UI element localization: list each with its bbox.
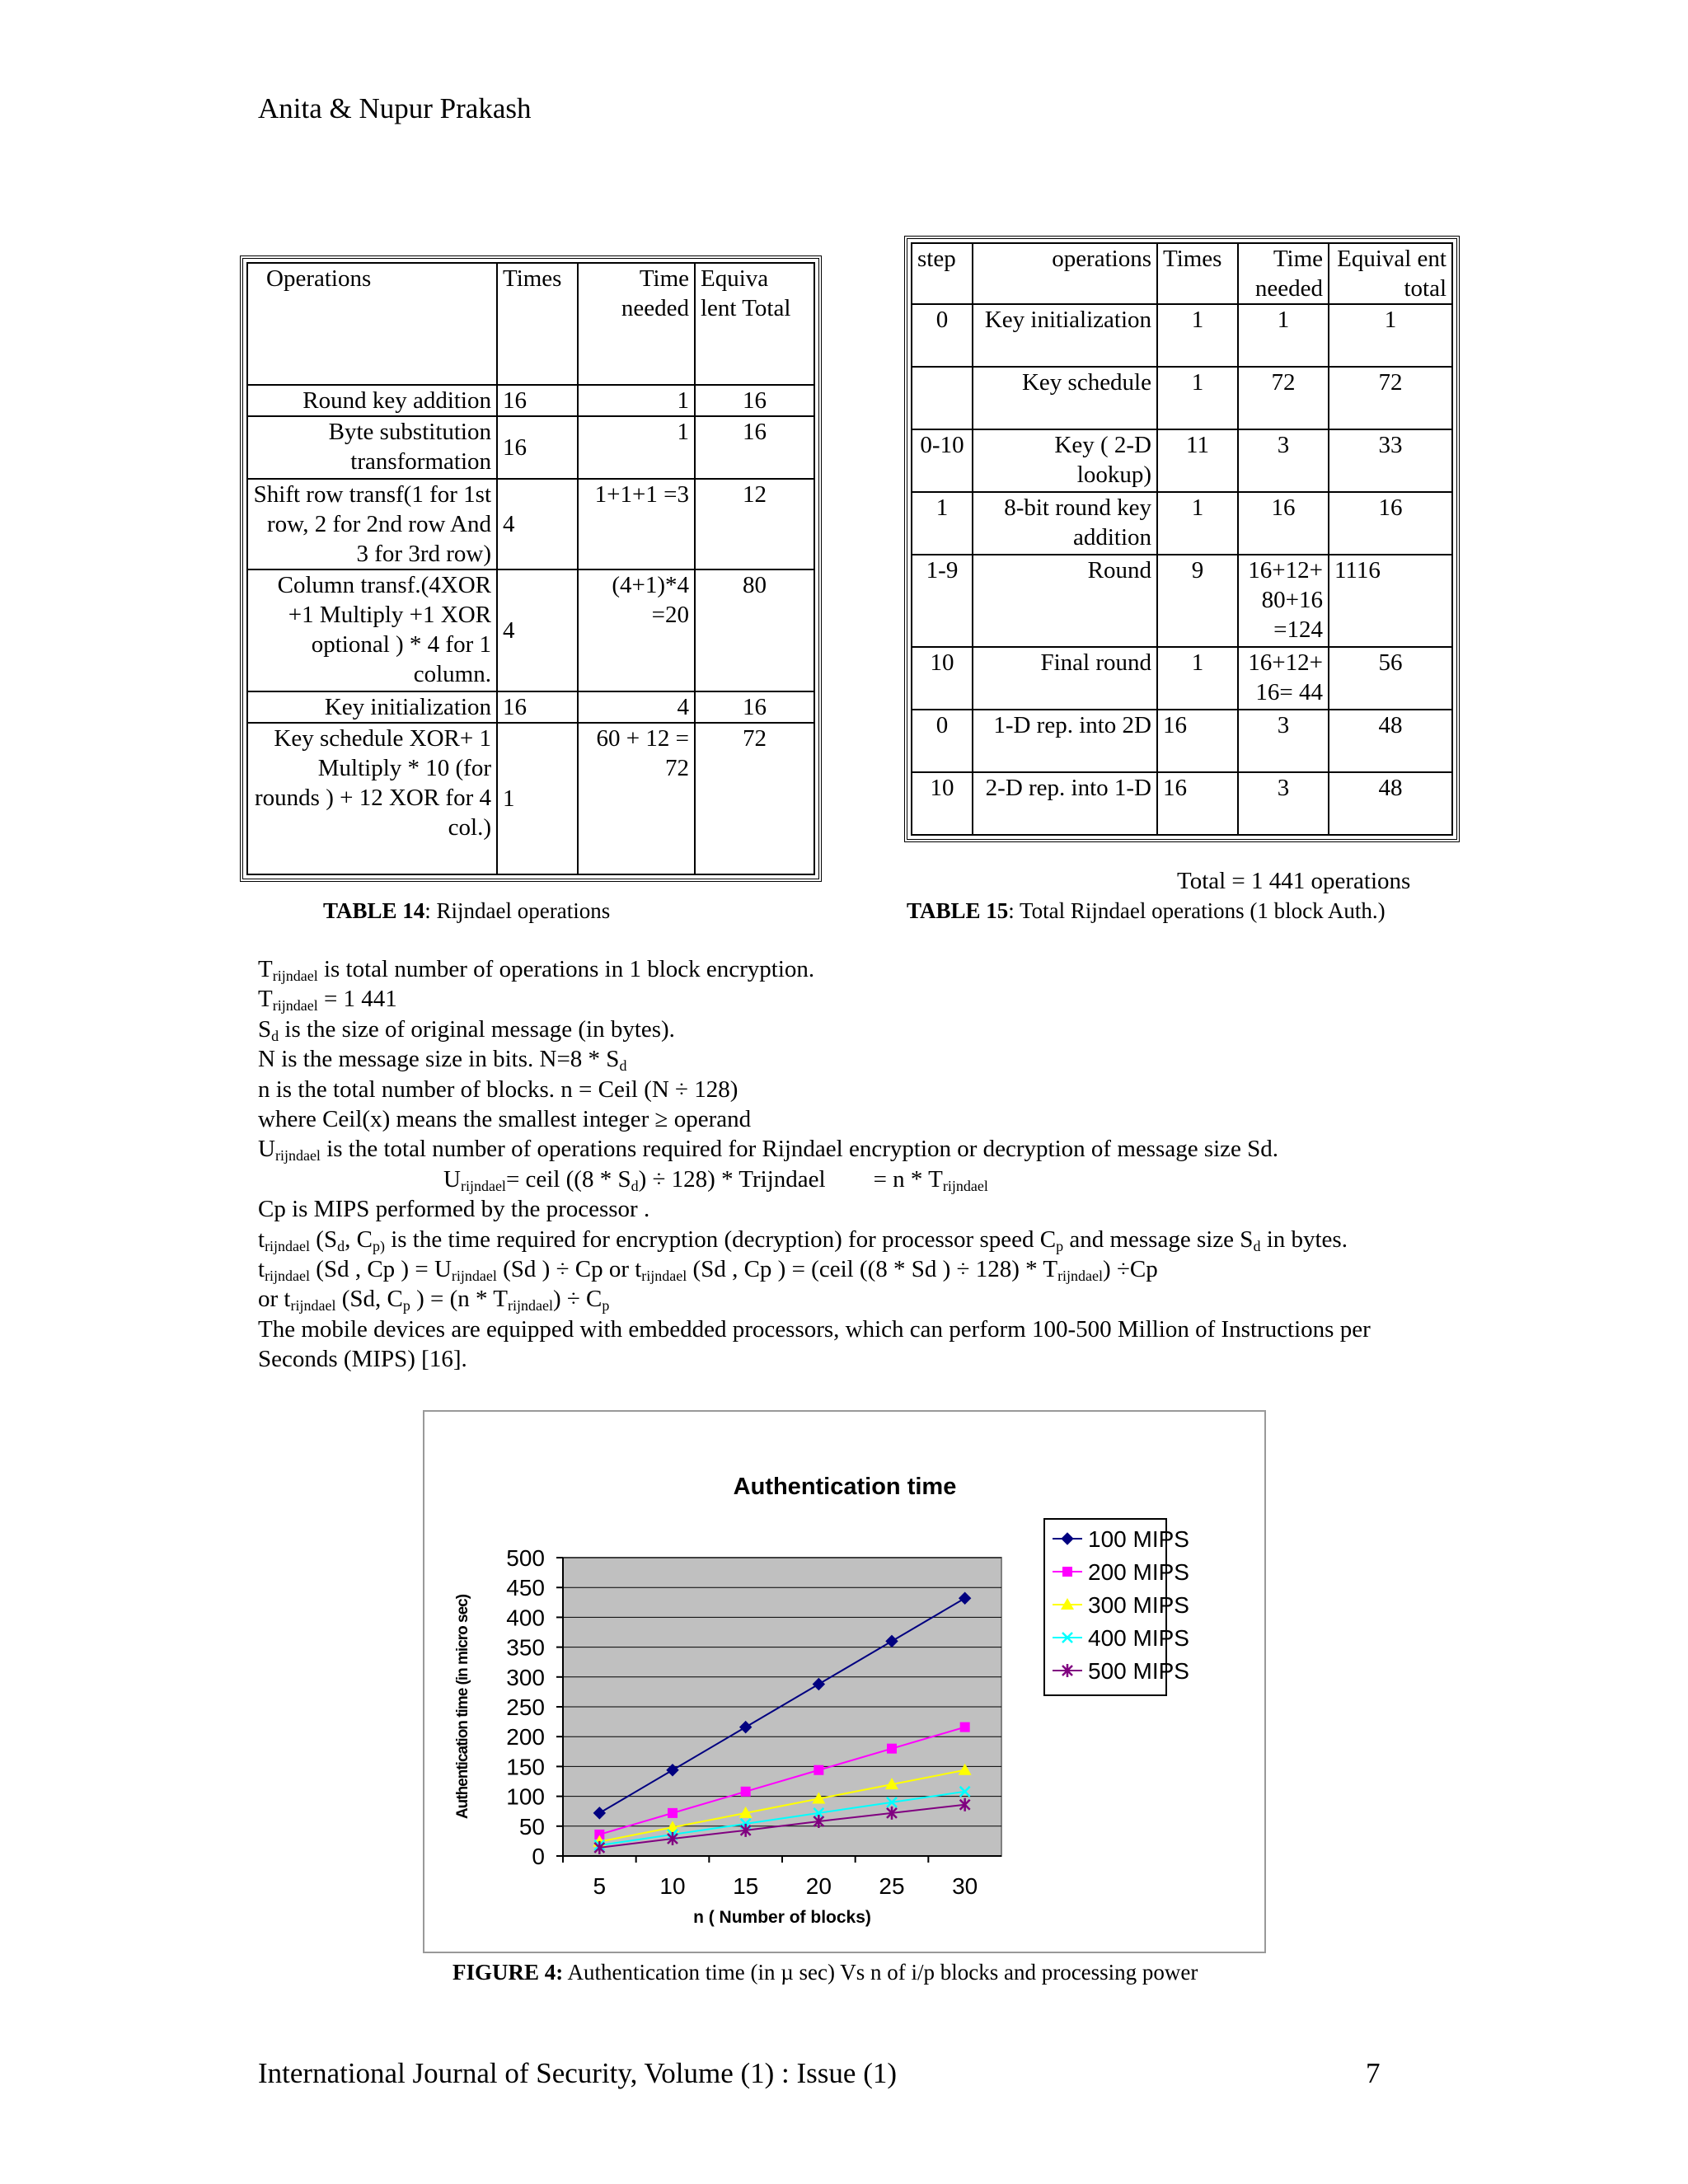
y-axis-label: Authentication time (in micro sec) bbox=[454, 1594, 471, 1820]
table-cell: Key initialization bbox=[973, 304, 1157, 367]
y-tick-label: 0 bbox=[532, 1844, 545, 1869]
table-15 bbox=[904, 236, 1460, 842]
table-cell: 1 bbox=[1157, 367, 1238, 429]
table-cell: Byte substitution transformation bbox=[247, 416, 497, 479]
col-header: Equival ent total bbox=[1329, 243, 1452, 304]
table-cell: 16+12+ 80+16 =124 bbox=[1238, 555, 1329, 647]
table-cell: 56 bbox=[1329, 647, 1452, 710]
formula-line: or $t_{rijndael}$ (Sd, $C_p$ ) = $(n * T_{rijndael}) \div C_p$ bbox=[258, 1286, 610, 1315]
table-cell: 48 bbox=[1329, 772, 1452, 835]
x-tick-label: 30 bbox=[952, 1873, 978, 1899]
table-cell: 1 bbox=[912, 492, 973, 555]
table-cell: 3 bbox=[1238, 429, 1329, 492]
x-tick-label: 20 bbox=[805, 1873, 832, 1899]
table-cell: 4 bbox=[578, 691, 695, 723]
table-cell: 72 bbox=[1238, 367, 1329, 429]
table-cell: Shift row transf(1 for 1st row, 2 for 2nd row And 3 for 3rd row) bbox=[247, 479, 497, 569]
table-header-row bbox=[247, 263, 814, 385]
table-cell: 16 bbox=[1157, 772, 1238, 835]
col-header: operations bbox=[973, 243, 1157, 304]
table-cell: 11 bbox=[1157, 429, 1238, 492]
legend-marker bbox=[1062, 1567, 1072, 1577]
figure-caption bbox=[452, 1960, 1198, 1985]
col-header: step bbox=[912, 243, 973, 304]
table-cell: 1 bbox=[1157, 304, 1238, 367]
table-row bbox=[912, 492, 1452, 555]
table-cell: 16 bbox=[497, 691, 578, 723]
table-row bbox=[912, 555, 1452, 647]
table-row bbox=[247, 691, 814, 723]
caption-label: FIGURE 4: bbox=[452, 1960, 564, 1985]
table-cell: 3 bbox=[1238, 772, 1329, 835]
table-row bbox=[247, 569, 814, 691]
formula-line: $t_{rijndael}$ (Sd , Cp ) = $U_{rijndael}$ (Sd ) ÷ Cp or $t_{rijndael}$ (Sd , Cp ) = (ceil ((8 * Sd ) ÷ $128) * T_{rijndael}) \div Cp$ bbox=[258, 1256, 1158, 1285]
table-cell: 1+1+1 =3 bbox=[578, 479, 695, 569]
table-cell: 72 bbox=[695, 723, 814, 874]
y-tick-label: 200 bbox=[506, 1724, 545, 1750]
table-cell: 10 bbox=[912, 647, 973, 710]
y-tick-label: 300 bbox=[506, 1664, 545, 1690]
table-cell: 0-10 bbox=[912, 429, 973, 492]
text-line: n is the total number of blocks. n = Ceil (N ÷ 128) bbox=[258, 1076, 738, 1103]
table-cell: 48 bbox=[1329, 710, 1452, 772]
table-header-row bbox=[912, 243, 1452, 304]
table-row bbox=[912, 429, 1452, 492]
y-tick-label: 250 bbox=[506, 1694, 545, 1720]
caption-text: : Rijndael operations bbox=[424, 898, 611, 923]
table-cell: 9 bbox=[1157, 555, 1238, 647]
table-cell: (4+1)*4 =20 bbox=[578, 569, 695, 691]
legend-label: 300 MIPS bbox=[1088, 1592, 1189, 1618]
table-cell: 16 bbox=[695, 385, 814, 416]
footer-journal: International Journal of Security, Volume (1) : Issue (1) bbox=[258, 2057, 898, 2089]
y-tick-label: 450 bbox=[506, 1575, 545, 1601]
table-cell: 1116 bbox=[1329, 555, 1452, 647]
col-header: Equiva lent Total bbox=[695, 263, 814, 385]
chart-title: Authentication time bbox=[733, 1474, 957, 1500]
text-line: N is the message size in bits. $N=8 * S_d$ bbox=[258, 1046, 627, 1075]
y-tick-label: 100 bbox=[506, 1783, 545, 1810]
y-tick-label: 50 bbox=[518, 1813, 545, 1840]
running-header: Anita & Nupur Prakash bbox=[258, 92, 532, 124]
table-cell: 1 bbox=[497, 723, 578, 874]
chart-container bbox=[423, 1410, 1266, 1953]
table-cell: 3 bbox=[1238, 710, 1329, 772]
body-text bbox=[258, 954, 1432, 1375]
data-point bbox=[741, 1787, 751, 1797]
table-cell: Round bbox=[973, 555, 1157, 647]
table-15-caption bbox=[907, 898, 1386, 924]
table-cell: Final round bbox=[973, 647, 1157, 710]
x-tick-label: 25 bbox=[879, 1873, 905, 1899]
table-cell: Round key addition bbox=[247, 385, 497, 416]
table-row bbox=[912, 304, 1452, 367]
table-row bbox=[247, 723, 814, 874]
caption-label: TABLE 15 bbox=[907, 898, 1009, 923]
table-cell: Key ( 2-D lookup) bbox=[973, 429, 1157, 492]
y-tick-label: 350 bbox=[506, 1634, 545, 1661]
page-number: 7 bbox=[1366, 2057, 1381, 2089]
table-cell: 16 bbox=[497, 385, 578, 416]
table-cell: 16 bbox=[497, 416, 578, 479]
table-row bbox=[912, 772, 1452, 835]
table-cell: 16 bbox=[695, 691, 814, 723]
table-row bbox=[912, 647, 1452, 710]
table-cell: 16 bbox=[1329, 492, 1452, 555]
text-line: $t_{rijndael}$ ($S_d$, $C_{p)}$ is the time required for encryption (decryption) for processor speed $C_p$ and message size $S_d$ in bytes. bbox=[258, 1226, 1348, 1254]
text-line: $T_{rijndael}$ is total number of operations in 1 block encryption. bbox=[258, 956, 815, 984]
legend-label: 400 MIPS bbox=[1088, 1625, 1189, 1651]
caption-label: TABLE 14 bbox=[323, 898, 425, 923]
y-tick-label: 500 bbox=[506, 1545, 545, 1571]
table-cell: Key schedule XOR+ 1 Multiply * 10 (for rounds ) + 12 XOR for 4 col.) bbox=[247, 723, 497, 874]
table-cell: 33 bbox=[1329, 429, 1452, 492]
table-cell: 1 bbox=[578, 385, 695, 416]
table-cell bbox=[912, 367, 973, 429]
table-14-caption bbox=[323, 898, 610, 924]
table-row bbox=[912, 710, 1452, 772]
y-tick-label: 150 bbox=[506, 1754, 545, 1780]
table-cell: 1 bbox=[578, 416, 695, 479]
x-tick-label: 10 bbox=[659, 1873, 686, 1899]
table-cell: 12 bbox=[695, 479, 814, 569]
y-tick-label: 400 bbox=[506, 1605, 545, 1631]
table-cell: 1-9 bbox=[912, 555, 973, 647]
table-cell: 16+12+ 16= 44 bbox=[1238, 647, 1329, 710]
text-line: $U_{rijndael}$ is the total number of operations required for Rijndael encryption or decryption of message size Sd. bbox=[258, 1136, 1279, 1165]
table-cell: 80 bbox=[695, 569, 814, 691]
text-line: $S_d$ is the size of original message (in bytes). bbox=[258, 1015, 675, 1044]
table-cell: 4 bbox=[497, 479, 578, 569]
col-header: Time needed bbox=[1238, 243, 1329, 304]
table-row bbox=[247, 416, 814, 479]
data-point bbox=[668, 1808, 678, 1818]
formula-line: $U_{rijndael}=$ ceil $((8 * S_d) \div 128)$ * Trijndael = n * $T_{rijndael}$ bbox=[443, 1165, 988, 1194]
col-header: Operations bbox=[247, 263, 497, 385]
table-cell: 2-D rep. into 1-D bbox=[973, 772, 1157, 835]
line-chart bbox=[424, 1412, 1264, 1952]
table-cell: 0 bbox=[912, 710, 973, 772]
data-point bbox=[887, 1744, 897, 1754]
text-line: $T_{rijndael} = 1$ 441 bbox=[258, 986, 397, 1015]
table-cell: 10 bbox=[912, 772, 973, 835]
table-cell: Key initialization bbox=[247, 691, 497, 723]
text-line: The mobile devices are equipped with embedded processors, which can perform 100-500 Million of Instructions per Seconds (MIPS) [16]. bbox=[258, 1315, 1371, 1373]
table-row bbox=[912, 367, 1452, 429]
x-tick-label: 15 bbox=[733, 1873, 759, 1899]
text-line: where Ceil(x) means the smallest integer ≥ operand bbox=[258, 1106, 752, 1133]
table-cell: 1 bbox=[1329, 304, 1452, 367]
data-point bbox=[814, 1765, 823, 1775]
table-cell: 16 bbox=[695, 416, 814, 479]
table-cell: 1 bbox=[1157, 492, 1238, 555]
legend-label: 100 MIPS bbox=[1088, 1526, 1189, 1552]
table-cell: 1-D rep. into 2D bbox=[973, 710, 1157, 772]
table-cell: 16 bbox=[1157, 710, 1238, 772]
table-cell: 16 bbox=[1238, 492, 1329, 555]
table-cell: 72 bbox=[1329, 367, 1452, 429]
table-cell: 0 bbox=[912, 304, 973, 367]
col-header: Time needed bbox=[578, 263, 695, 385]
table-row bbox=[247, 479, 814, 569]
legend-label: 200 MIPS bbox=[1088, 1559, 1189, 1585]
table-cell: 60 + 12 = 72 bbox=[578, 723, 695, 874]
table-cell: Key schedule bbox=[973, 367, 1157, 429]
table-15-total: Total = 1 441 operations bbox=[1177, 868, 1411, 894]
table-cell: 8-bit round key addition bbox=[973, 492, 1157, 555]
legend-label: 500 MIPS bbox=[1088, 1658, 1189, 1684]
table-cell: 1 bbox=[1157, 647, 1238, 710]
table-cell: Column transf.(4XOR +1 Multiply +1 XOR optional ) * 4 for 1 column. bbox=[247, 569, 497, 691]
x-axis-label: n ( Number of blocks) bbox=[693, 1908, 871, 1927]
text-line: Cp is MIPS performed by the processor . bbox=[258, 1196, 650, 1223]
col-header: Times bbox=[497, 263, 578, 385]
table-cell: 4 bbox=[497, 569, 578, 691]
caption-text: Authentication time (in µ sec) Vs n of i/p blocks and processing power bbox=[563, 1960, 1198, 1985]
table-row bbox=[247, 385, 814, 416]
col-header: Times bbox=[1157, 243, 1238, 304]
x-tick-label: 5 bbox=[593, 1873, 607, 1899]
table-14 bbox=[240, 255, 822, 882]
caption-text: : Total Rijndael operations (1 block Auth.) bbox=[1008, 898, 1386, 923]
data-point bbox=[960, 1722, 970, 1732]
table-cell: 1 bbox=[1238, 304, 1329, 367]
